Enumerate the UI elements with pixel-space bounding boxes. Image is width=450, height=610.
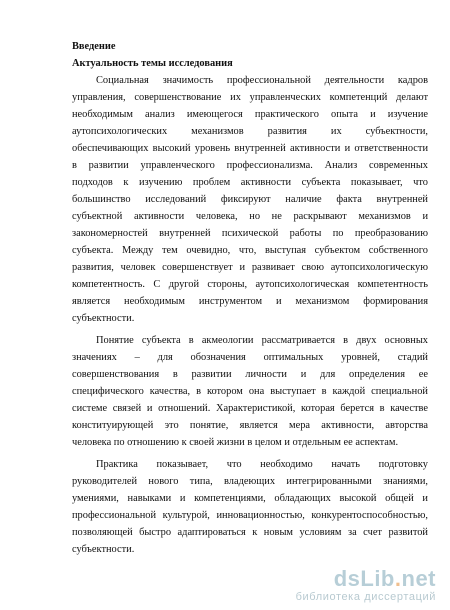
text-line: субъектной активности человека, но не раскрывают механизмов и: [72, 211, 428, 222]
text-line: специфического качества, в котором она выступает в каждой специальной: [72, 386, 428, 397]
text-line: человека по отношению к своей жизни в целом и отдельным ее аспектам.: [72, 437, 399, 448]
text-line: субъекта. Между тем очевидно, что, выступая субъектом собственного: [72, 245, 428, 256]
text-line: является необходимым инструментом и механизмом формирования: [72, 296, 428, 307]
text-line: субъектности.: [72, 544, 135, 555]
watermark-logo: dsLib.net: [333, 566, 436, 591]
watermark-subtitle: библиотека диссертаций: [295, 591, 436, 603]
text-line: профессиональной культурой, инновационностью, конкурентоспособностью,: [72, 510, 428, 521]
text-line: Практика показывает, что необходимо начать подготовку: [96, 459, 428, 470]
text-line: управления, совершенствование их управленческих компетенций делают: [72, 92, 428, 103]
text-line: в развитии управленческого профессионализма. Анализ современных: [72, 160, 428, 171]
paragraph: [72, 332, 428, 451]
text-line: обеспечивающих высокий уровень внутренней активности и ответственности: [72, 143, 428, 154]
body-text: [72, 72, 428, 558]
text-line: необходимым анализ имеющегося практического опыта и изучение: [72, 109, 428, 120]
text-line: субъектности.: [72, 313, 135, 324]
text-line: руководителей нового типа, владеющих интегрированными знаниями,: [72, 476, 428, 487]
site-watermark: [296, 567, 436, 604]
text-line: позволяющей быстро адаптироваться к новым условиям за счет развитой: [72, 527, 428, 538]
text-line: Социальная значимость профессиональной деятельности кадров: [96, 75, 428, 86]
heading-introduction: Введение: [72, 41, 116, 52]
text-line: умениями, навыками и компетенциями, обладающих высокой общей и: [72, 493, 428, 504]
text-line: совершенствования в развитии личности и для определения ее: [72, 369, 428, 380]
text-line: Понятие субъекта в акмеологии рассматривается в двух основных: [96, 335, 428, 346]
paragraph: [72, 456, 428, 558]
text-line: конституирующей это понятие, является мера активности, авторства: [72, 420, 428, 431]
text-line: большинство исследований фиксируют наличие факта внутренней: [72, 194, 428, 205]
paragraph: [72, 72, 428, 327]
text-line: компетентность. С другой стороны, аутопсихологическая компетентность: [72, 279, 428, 290]
text-line: аутопсихологических механизмов развития их субъектности,: [72, 126, 428, 137]
heading-relevance: Актуальность темы исследования: [72, 58, 233, 69]
text-line: системе связей и отношений. Характеристикой, которая берется в качестве: [72, 403, 428, 414]
document-page: [72, 38, 428, 558]
text-line: закономерностей внутренней психической работы по преобразованию: [72, 228, 428, 239]
text-line: значениях – для обозначения оптимальных уровней, стадий: [72, 352, 428, 363]
text-line: развития, человек совершенствует и развивает свою аутопсихологическую: [72, 262, 428, 273]
text-line: подходов к изучению проблем активности субъекта показывает, что: [72, 177, 428, 188]
